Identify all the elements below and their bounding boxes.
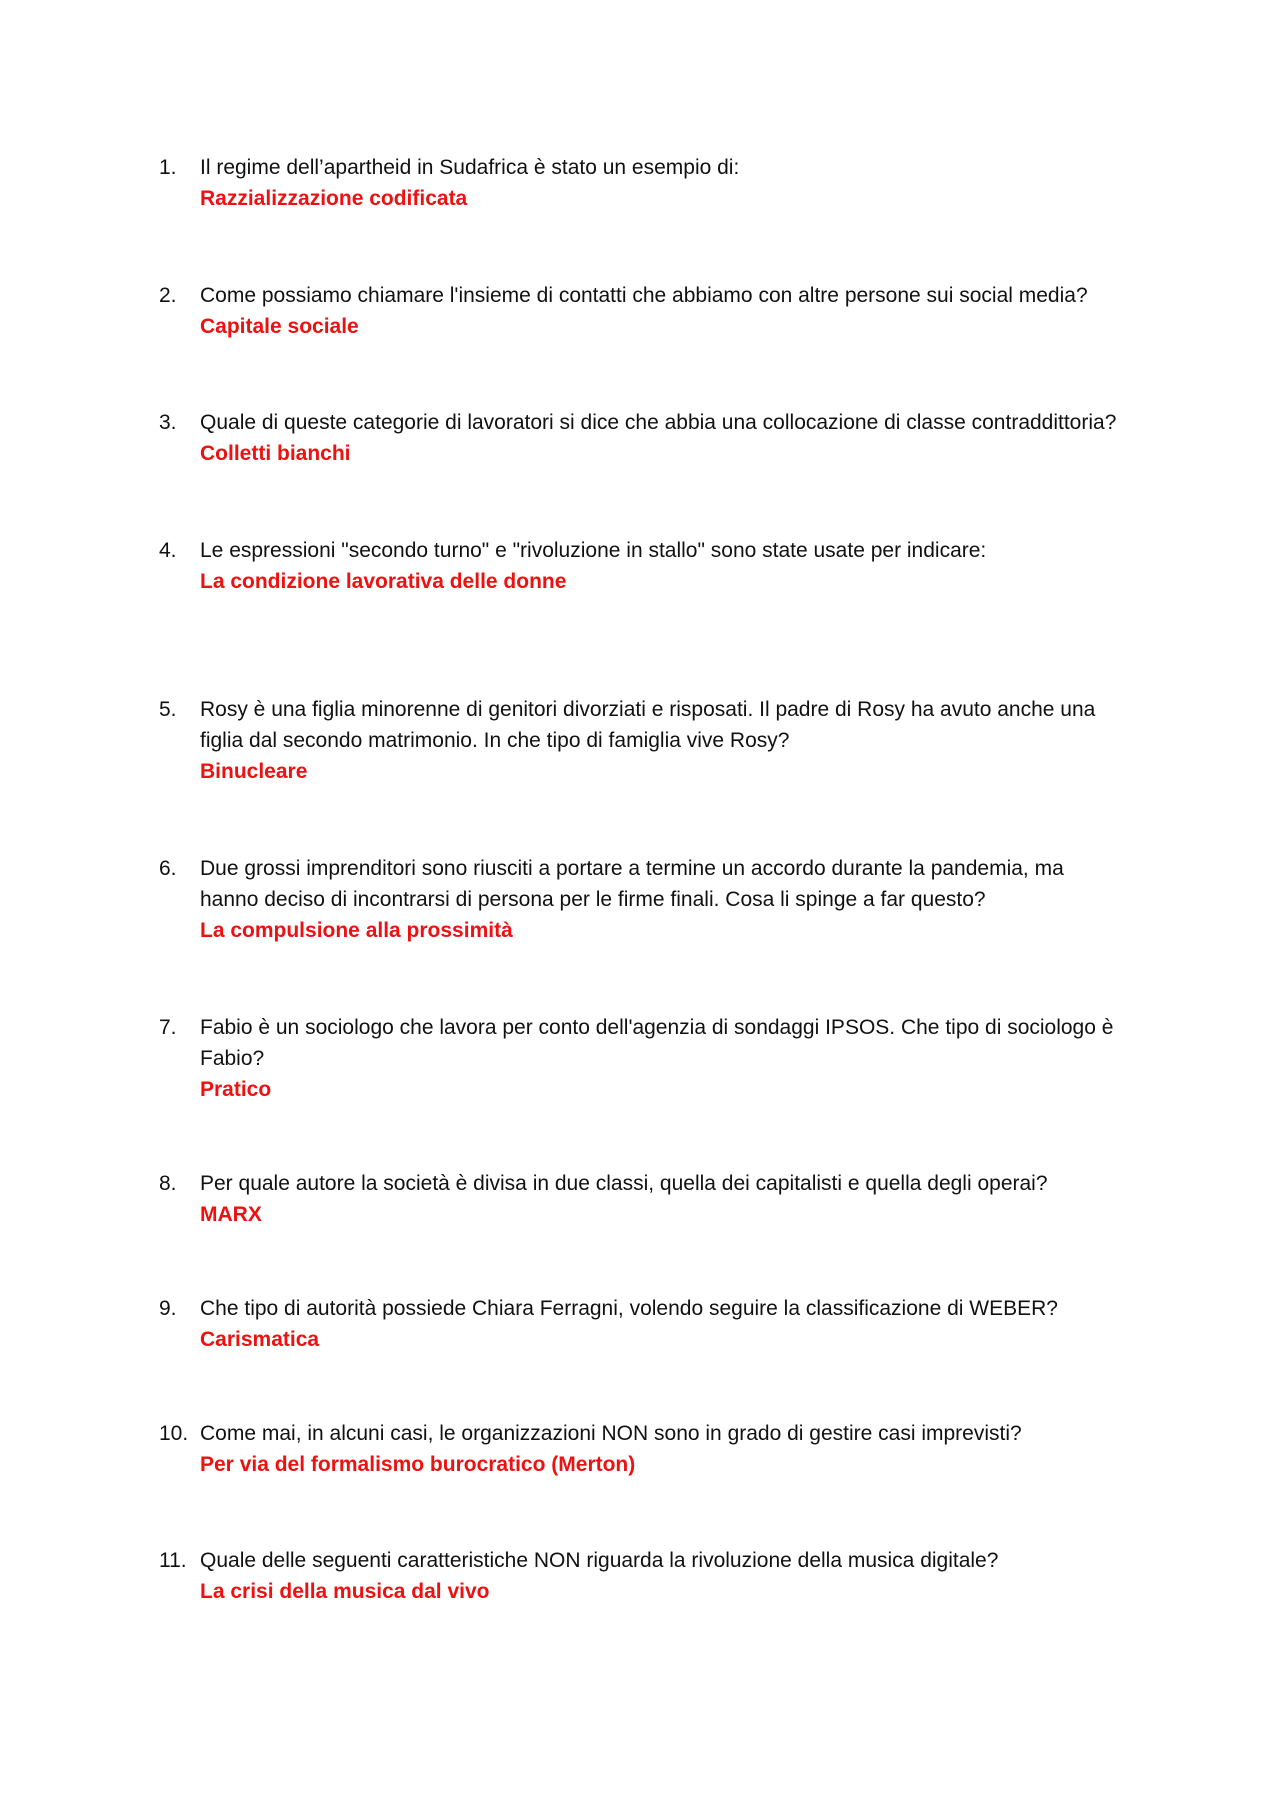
question-body xyxy=(200,1012,1165,1105)
question-text-line-1: Due grossi imprenditori sono riusciti a portare a termine un accordo durante la pandemia, ma xyxy=(200,857,1064,880)
question-text: Che tipo di autorità possiede Chiara Ferragni, volendo seguire la classificazione di WEBER? xyxy=(200,1297,1058,1320)
question-number: 9. xyxy=(159,1297,177,1320)
question-number: 2. xyxy=(159,284,177,307)
question-body xyxy=(200,535,1165,597)
question-text-line-2: figlia dal secondo matrimonio. In che tipo di famiglia vive Rosy? xyxy=(200,729,790,752)
question-text-line-2: hanno deciso di incontrarsi di persona per le firme finali. Cosa li spinge a far questo? xyxy=(200,888,986,911)
answer-text: La crisi della musica dal vivo xyxy=(200,1580,490,1603)
question-number: 6. xyxy=(159,857,177,880)
answer-text: MARX xyxy=(200,1203,262,1226)
question-body xyxy=(200,1545,1165,1607)
question-body xyxy=(200,1293,1165,1355)
question-body xyxy=(200,694,1165,787)
question-text-line-2: Fabio? xyxy=(200,1047,265,1070)
question-text: Come mai, in alcuni casi, le organizzazioni NON sono in grado di gestire casi imprevisti? xyxy=(200,1422,1022,1445)
answer-text: Colletti bianchi xyxy=(200,442,351,465)
question-body xyxy=(200,1168,1165,1230)
question-number: 5. xyxy=(159,698,177,721)
question-text: Per quale autore la società è divisa in due classi, quella dei capitalisti e quella degli operai? xyxy=(200,1172,1048,1195)
question-body xyxy=(200,1418,1165,1480)
question-text-line-1: Fabio è un sociologo che lavora per conto dell'agenzia di sondaggi IPSOS. Che tipo di sociologo è xyxy=(200,1016,1114,1039)
answer-text: Razzializzazione codificata xyxy=(200,187,468,210)
answer-text: Binucleare xyxy=(200,760,308,783)
question-text-line-1: Rosy è una figlia minorenne di genitori divorziati e risposati. Il padre di Rosy ha avuto anche una xyxy=(200,698,1096,721)
question-text: Quale di queste categorie di lavoratori si dice che abbia una collocazione di classe contraddittoria? xyxy=(200,411,1117,434)
question-body xyxy=(200,853,1165,946)
question-text: Le espressioni "secondo turno" e "rivoluzione in stallo" sono state usate per indicare: xyxy=(200,539,987,562)
question-body xyxy=(200,152,1165,214)
question-body xyxy=(200,407,1165,469)
question-number: 8. xyxy=(159,1172,177,1195)
question-number: 10. xyxy=(159,1422,189,1445)
answer-text: La compulsione alla prossimità xyxy=(200,919,513,942)
question-number: 7. xyxy=(159,1016,177,1039)
question-number: 4. xyxy=(159,539,177,562)
answer-text: Carismatica xyxy=(200,1328,320,1351)
question-number: 3. xyxy=(159,411,177,434)
question-number: 1. xyxy=(159,156,177,179)
answer-text: La condizione lavorativa delle donne xyxy=(200,570,567,593)
answer-text: Per via del formalismo burocratico (Merton) xyxy=(200,1453,636,1476)
question-body xyxy=(200,280,1165,342)
answer-text: Pratico xyxy=(200,1078,272,1101)
question-text: Come possiamo chiamare l'insieme di contatti che abbiamo con altre persone sui social media? xyxy=(200,284,1088,307)
question-number: 11. xyxy=(159,1549,187,1572)
answer-text: Capitale sociale xyxy=(200,315,359,338)
question-text: Il regime dell’apartheid in Sudafrica è stato un esempio di: xyxy=(200,156,740,179)
question-text: Quale delle seguenti caratteristiche NON riguarda la rivoluzione della musica digitale? xyxy=(200,1549,999,1572)
